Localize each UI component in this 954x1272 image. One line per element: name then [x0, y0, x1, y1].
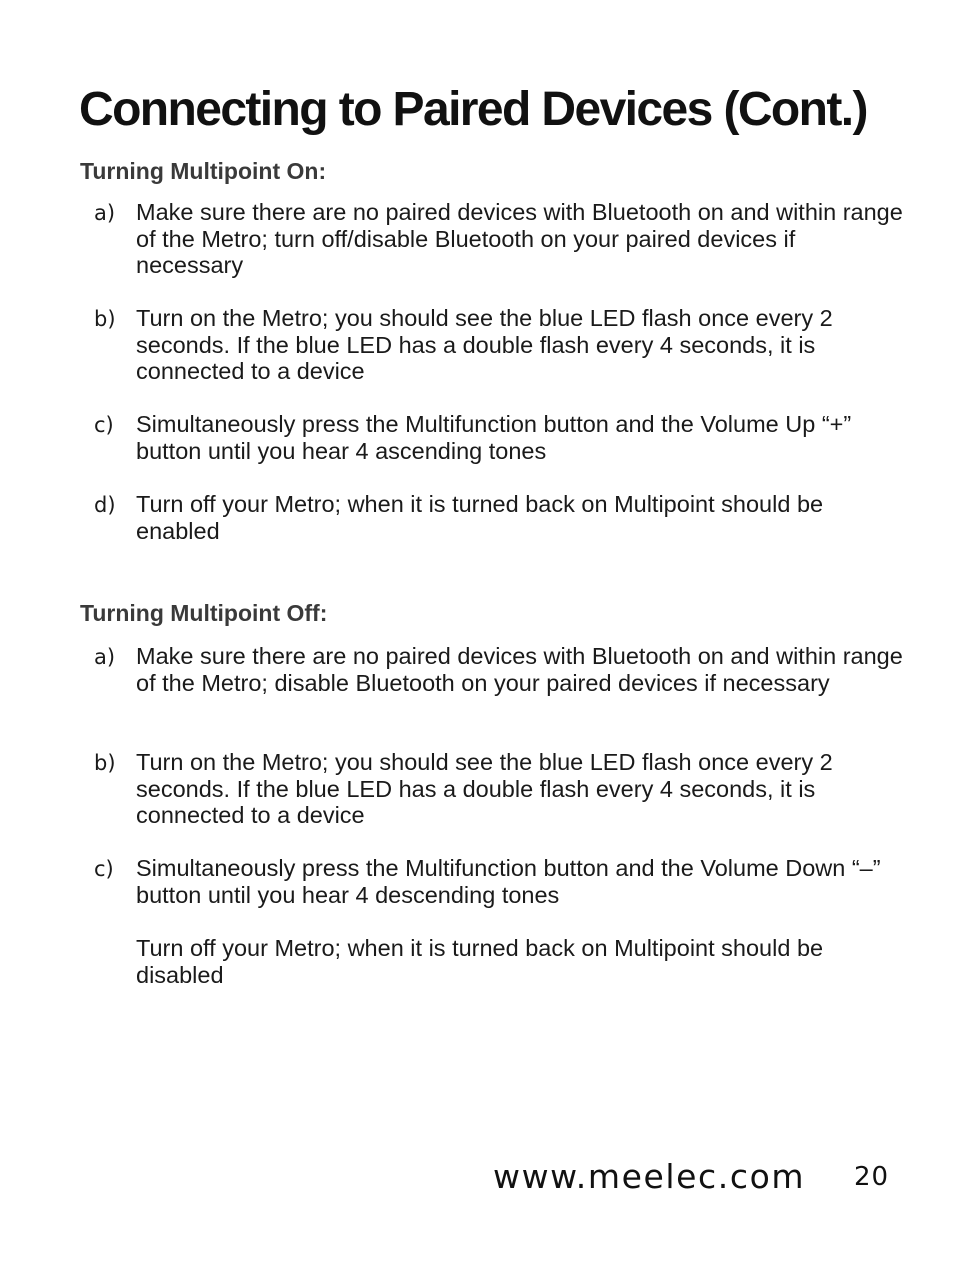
page-number: 20 — [854, 1162, 890, 1192]
section-heading-multipoint-off: Turning Multipoint Off: — [80, 600, 328, 626]
step-text: Simultaneously press the Multifunction button and the Volume Up “+” button until you hear 4 ascending tones — [136, 411, 852, 464]
step-text: Turn off your Metro; when it is turned back on Multipoint should be enabled — [136, 491, 824, 544]
step-letter: c) — [94, 857, 114, 881]
step-text: Make sure there are no paired devices with Bluetooth on and within range of the Metro; turn off/disable Bluetooth on your paired devices if necessary — [136, 199, 903, 279]
step-letter: c) — [94, 413, 114, 437]
step-letter: d) — [94, 493, 116, 517]
step-letter: b) — [94, 751, 116, 775]
step-letter: b) — [94, 307, 116, 331]
step-letter: a) — [94, 645, 116, 669]
step-letter: a) — [94, 201, 116, 225]
step-text: Turn on the Metro; you should see the blue LED flash once every 2 seconds. If the blue LED has a double flash every 4 seconds, it is connected to a device — [136, 749, 833, 829]
step-text: Make sure there are no paired devices with Bluetooth on and within range of the Metro; disable Bluetooth on your paired devices if necessary — [136, 643, 903, 696]
step-text: Turn on the Metro; you should see the blue LED flash once every 2 seconds. If the blue LED has a double flash every 4 seconds, it is connected to a device — [136, 305, 833, 385]
footer-website-url: www.meelec.com — [493, 1157, 806, 1196]
section-heading-multipoint-on: Turning Multipoint On: — [80, 158, 327, 184]
page-title: Connecting to Paired Devices (Cont.) — [79, 83, 867, 136]
step-text: Simultaneously press the Multifunction button and the Volume Down “–” button until you hear 4 descending tones — [136, 855, 881, 908]
step-off-final-note: Turn off your Metro; when it is turned back on Multipoint should be disabled — [136, 935, 824, 988]
